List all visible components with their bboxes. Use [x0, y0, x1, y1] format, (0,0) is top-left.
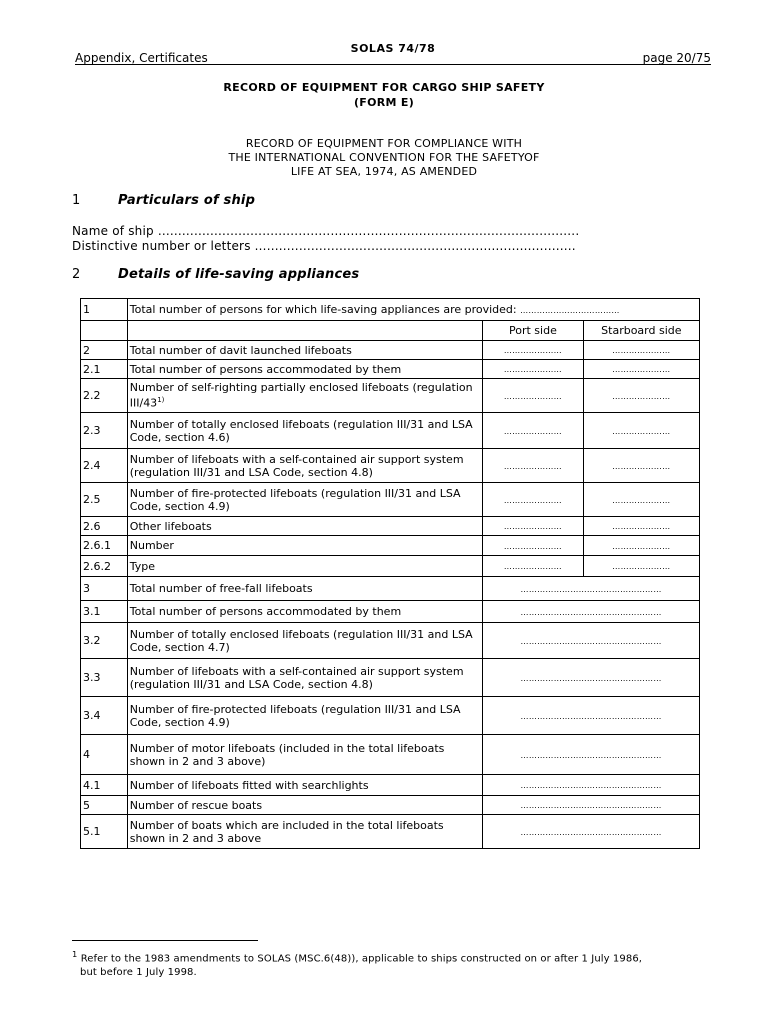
- row-description: [127, 815, 482, 849]
- fill-in-blank[interactable]: ……………………………………………: [520, 750, 662, 760]
- row-number: 2: [81, 341, 128, 360]
- table-row: [81, 796, 700, 815]
- fill-in-blank[interactable]: ……………………………………………: [520, 607, 662, 617]
- name-of-ship-field[interactable]: Name of ship .........................................................................................................: [72, 224, 580, 238]
- row-number: 4: [81, 735, 128, 775]
- footnote: [72, 947, 712, 980]
- empty-cell: [127, 321, 482, 341]
- port-side-blank[interactable]: [483, 449, 583, 483]
- form-title: [0, 80, 768, 110]
- section-title: Details of life-saving appliances: [118, 267, 360, 282]
- section-number: 1: [72, 193, 81, 208]
- page-header: [75, 40, 711, 65]
- starboard-side-blank[interactable]: [583, 413, 699, 449]
- row-description-text: Total number of persons for which life-saving appliances are provided:: [129, 302, 517, 316]
- combined-blank[interactable]: [483, 815, 700, 849]
- row-number: 4.1: [81, 775, 128, 796]
- table-row: [81, 299, 700, 321]
- row-number: 2.5: [81, 483, 128, 517]
- row-description-text: Number of fire-protected lifeboats (regulation III/31 and LSA Code, section 4.9): [129, 702, 461, 729]
- row-number: 2.6.2: [81, 556, 128, 577]
- fill-in-blank[interactable]: …………………: [612, 426, 671, 436]
- starboard-side-blank[interactable]: [583, 379, 699, 413]
- footnote-line1: Refer to the 1983 amendments to SOLAS (MSC.6(48)), applicable to ships constructed on or after 1 July 1986,: [80, 953, 643, 965]
- fill-in-blank[interactable]: …………………: [503, 426, 562, 436]
- row-description: [127, 659, 482, 697]
- starboard-side-blank[interactable]: [583, 483, 699, 517]
- fill-in-blank[interactable]: ……………………………………………: [520, 711, 662, 721]
- row-description: [127, 379, 482, 413]
- table-row: [81, 601, 700, 623]
- port-side-blank[interactable]: [483, 413, 583, 449]
- table-row: [81, 536, 700, 556]
- section-1-heading: [72, 193, 255, 208]
- starboard-side-blank[interactable]: [583, 360, 699, 379]
- fill-in-blank[interactable]: …………………: [612, 495, 671, 505]
- starboard-side-blank[interactable]: [583, 536, 699, 556]
- combined-blank[interactable]: [483, 601, 700, 623]
- row-number: 5.1: [81, 815, 128, 849]
- port-side-blank[interactable]: [483, 536, 583, 556]
- footnote-marker: 1: [72, 949, 78, 959]
- footnote-ref: 1): [157, 396, 165, 405]
- row-description: [127, 483, 482, 517]
- fill-in-blank[interactable]: ……………………………………………: [520, 801, 662, 810]
- starboard-side-blank[interactable]: [583, 517, 699, 536]
- combined-blank[interactable]: [483, 623, 700, 659]
- row-description: [127, 360, 482, 379]
- row-description-text: Number of self-righting partially enclosed lifeboats (regulation III/43: [129, 381, 473, 410]
- distinctive-number-field[interactable]: Distinctive number or letters ................................................................................: [72, 239, 576, 253]
- row-description-text: Total number of persons accommodated by them: [129, 362, 402, 376]
- row-number: 2.6: [81, 517, 128, 536]
- row-description-text: Number of boats which are included in the total lifeboats shown in 2 and 3 above: [129, 818, 444, 845]
- row-description: [127, 413, 482, 449]
- table-row: [81, 659, 700, 697]
- row-number: 2.1: [81, 360, 128, 379]
- row-description: [127, 601, 482, 623]
- row-description-text: Total number of free-fall lifeboats: [129, 582, 313, 595]
- row-description-text: Number of fire-protected lifeboats (regulation III/31 and LSA Code, section 4.9): [129, 486, 461, 513]
- row-description: [127, 556, 482, 577]
- starboard-side-blank[interactable]: [583, 556, 699, 577]
- row-description: [127, 341, 482, 360]
- row-description: [127, 796, 482, 815]
- table-row: [81, 483, 700, 517]
- fill-in-blank[interactable]: …………………: [612, 461, 671, 471]
- starboard-side-blank[interactable]: [583, 449, 699, 483]
- fill-in-blank[interactable]: …………………: [612, 522, 671, 531]
- port-side-blank[interactable]: [483, 379, 583, 413]
- fill-in-blank[interactable]: …………………: [503, 365, 562, 374]
- section-number: 2: [72, 267, 81, 282]
- row-number: 2.4: [81, 449, 128, 483]
- row-number: 2.6.1: [81, 536, 128, 556]
- row-description-text: Number of totally enclosed lifeboats (regulation III/31 and LSA Code, section 4.6): [129, 417, 473, 444]
- table-row: [81, 815, 700, 849]
- row-description: [127, 449, 482, 483]
- section-2-heading: [72, 267, 359, 282]
- row-description: [127, 299, 699, 321]
- footnote-divider: [72, 940, 258, 941]
- table-row: [81, 379, 700, 413]
- row-number: 2.2: [81, 379, 128, 413]
- fill-in-blank[interactable]: …………………: [612, 346, 671, 355]
- form-subtitle: [0, 137, 768, 179]
- life-saving-appliances-table: [80, 298, 700, 849]
- table-row: [81, 360, 700, 379]
- table-row: [81, 517, 700, 536]
- combined-blank[interactable]: [483, 697, 700, 735]
- fill-in-blank[interactable]: …………………: [503, 495, 562, 505]
- fill-in-blank[interactable]: …………………: [612, 562, 671, 571]
- form-title-line1: RECORD OF EQUIPMENT FOR CARGO SHIP SAFETY: [223, 81, 545, 94]
- fill-in-blank[interactable]: …………………: [612, 541, 671, 551]
- fill-in-blank[interactable]: ……………………………………………: [520, 636, 662, 646]
- starboard-side-blank[interactable]: [583, 341, 699, 360]
- column-header-row: [81, 321, 700, 341]
- row-number: 3.2: [81, 623, 128, 659]
- footnote-line2: but before 1 July 1998.: [80, 967, 197, 979]
- row-description-text: Number of lifeboats with a self-contained air support system (regulation III/31 and LSA Code, section 4.8): [129, 664, 464, 691]
- fill-in-blank[interactable]: …………………: [612, 391, 671, 401]
- port-side-header: Port side: [483, 321, 583, 341]
- table-row: [81, 413, 700, 449]
- fill-in-blank[interactable]: …………………: [503, 461, 562, 471]
- row-description-text: Number: [129, 539, 174, 552]
- row-description: [127, 735, 482, 775]
- fill-in-blank[interactable]: ……………………………………………: [520, 673, 662, 683]
- header-page-number: page 20/75: [642, 51, 711, 65]
- row-description-text: Other lifeboats: [129, 519, 212, 533]
- port-side-blank[interactable]: [483, 517, 583, 536]
- table-row: [81, 341, 700, 360]
- subtitle-line3: LIFE AT SEA, 1974, AS AMENDED: [290, 165, 478, 178]
- row-description: [127, 577, 482, 601]
- row-number: 5: [81, 796, 128, 815]
- port-side-blank[interactable]: [483, 360, 583, 379]
- port-side-blank[interactable]: [483, 483, 583, 517]
- fill-in-blank[interactable]: …………………: [503, 562, 562, 571]
- combined-blank[interactable]: [483, 659, 700, 697]
- empty-cell: [81, 321, 128, 341]
- combined-blank[interactable]: [483, 577, 700, 601]
- table-row: [81, 577, 700, 601]
- row-description-text: Total number of davit launched lifeboats: [129, 343, 352, 357]
- table-row: [81, 735, 700, 775]
- row-number: 3.3: [81, 659, 128, 697]
- fill-in-blank[interactable]: ……………………………………………: [520, 781, 662, 790]
- row-description: [127, 517, 482, 536]
- port-side-blank[interactable]: [483, 341, 583, 360]
- row-description: [127, 536, 482, 556]
- subtitle-line2: THE INTERNATIONAL CONVENTION FOR THE SAFETYOF: [228, 151, 540, 164]
- subtitle-line1: RECORD OF EQUIPMENT FOR COMPLIANCE WITH: [245, 137, 523, 150]
- row-number: 3: [81, 577, 128, 601]
- row-number: 2.3: [81, 413, 128, 449]
- table-row: [81, 775, 700, 796]
- row-description: [127, 623, 482, 659]
- fill-in-blank[interactable]: …………………: [503, 391, 562, 401]
- row-description-text: Number of lifeboats with a self-contained air support system (regulation III/31 and LSA Code, section 4.8): [129, 452, 464, 479]
- row-description-text: Total number of persons accommodated by them: [129, 605, 402, 618]
- fill-in-blank[interactable]: …………………: [612, 365, 671, 374]
- fill-in-blank[interactable]: ……………………………………………: [520, 584, 662, 594]
- fill-in-blank[interactable]: …………………: [503, 541, 562, 551]
- header-center: SOLAS 74/78: [350, 42, 436, 55]
- combined-blank[interactable]: [483, 796, 700, 815]
- port-side-blank[interactable]: [483, 556, 583, 577]
- row-number: 3.4: [81, 697, 128, 735]
- starboard-side-header: Starboard side: [583, 321, 699, 341]
- row-description-text: Number of totally enclosed lifeboats (regulation III/31 and LSA Code, section 4.7): [129, 627, 473, 654]
- table-row: [81, 697, 700, 735]
- fill-in-blank[interactable]: ……………………………………………: [520, 827, 662, 837]
- row-description-text: Number of lifeboats fitted with searchlights: [129, 778, 369, 792]
- row-description-text: Number of motor lifeboats (included in the total lifeboats shown in 2 and 3 above): [129, 741, 445, 768]
- table-row: [81, 556, 700, 577]
- combined-blank[interactable]: [483, 735, 700, 775]
- fill-in-blank[interactable]: …………………: [503, 346, 562, 355]
- row-number: 3.1: [81, 601, 128, 623]
- form-title-line2: (FORM E): [353, 96, 415, 109]
- row-number: 1: [81, 299, 128, 321]
- table-row: [81, 623, 700, 659]
- combined-blank[interactable]: [483, 775, 700, 796]
- header-left: Appendix, Certificates: [75, 51, 208, 65]
- fill-in-blank[interactable]: …………………: [503, 522, 562, 531]
- fill-in-blank[interactable]: ………………………………: [520, 305, 620, 315]
- row-description: [127, 775, 482, 796]
- row-description: [127, 697, 482, 735]
- row-description-text: Type: [129, 559, 156, 573]
- row-description-text: Number of rescue boats: [129, 798, 263, 812]
- table-row: [81, 449, 700, 483]
- section-title: Particulars of ship: [118, 193, 256, 208]
